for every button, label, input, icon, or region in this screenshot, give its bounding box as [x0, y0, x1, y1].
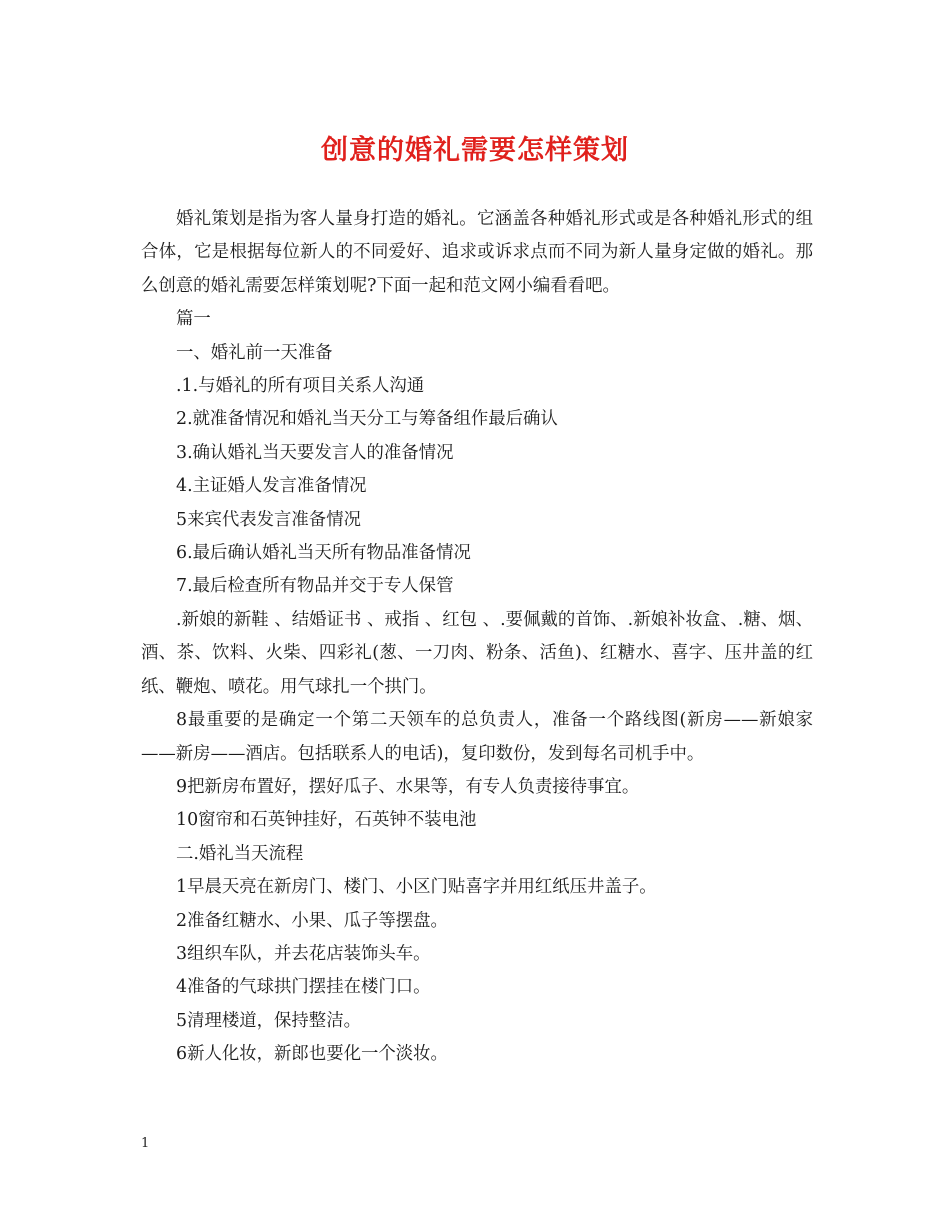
- paragraph-intro: 婚礼策划是指为客人量身打造的婚礼。它涵盖各种婚礼形式或是各种婚礼形式的组合体，它是根据每位新人的不同爱好、追求或诉求点而不同为新人量身定做的婚礼。那么创意的婚礼需要怎样策划呢?下面一起和范文网小编看看吧。: [141, 209, 813, 296]
- paragraph-item: 1早晨天亮在新房门、楼门、小区门贴喜字并用红纸压井盖子。: [176, 877, 657, 898]
- paragraph-item: 3.确认婚礼当天要发言人的准备情况: [176, 442, 454, 463]
- page-number: 1: [141, 1136, 150, 1151]
- paragraph-item: 6新人化妆，新郎也要化一个淡妆。: [176, 1044, 448, 1065]
- paragraph-item: 6.最后确认婚礼当天所有物品准备情况: [176, 543, 471, 564]
- paragraph-item: 4准备的气球拱门摆挂在楼门口。: [176, 977, 431, 998]
- paragraph-item-list: .新娘的新鞋 、结婚证书 、戒指 、红包 、.要佩戴的首饰、.新娘补妆盒、.糖、烟、酒、茶、饮料、火柴、四彩礼(葱、一刀肉、粉条、活鱼)、红糖水、喜字、压井盖的红纸、鞭炮、喷花。用气球扎一个拱门。: [141, 609, 813, 697]
- paragraph-heading-2: 二.婚礼当天流程: [176, 843, 304, 864]
- document-title: 创意的婚礼需要怎样策划: [321, 135, 629, 166]
- paragraph-section-label: 篇一: [176, 309, 211, 330]
- paragraph-item: 4.主证婚人发言准备情况: [176, 476, 367, 497]
- document-body: [141, 203, 813, 1072]
- paragraph-item: 3组织车队，并去花店装饰头车。: [176, 943, 431, 964]
- paragraph-item: 2准备红糖水、小果、瓜子等摆盘。: [176, 910, 448, 931]
- paragraph-heading-1: 一、婚礼前一天准备: [176, 342, 333, 363]
- paragraph-item: 7.最后检查所有物品并交于专人保管: [176, 576, 454, 597]
- paragraph-item: 9把新房布置好，摆好瓜子、水果等，有专人负责接待事宜。: [176, 776, 640, 797]
- paragraph-item: 5清理楼道，保持整洁。: [176, 1010, 361, 1031]
- paragraph-item: 10窗帘和石英钟挂好，石英钟不装电池: [176, 810, 477, 831]
- paragraph-item: 8最重要的是确定一个第二天领车的总负责人，准备一个路线图(新房——新娘家——新房——酒店。包括联系人的电话)，复印数份，发到每名司机手中。: [141, 710, 813, 764]
- paragraph-item: 5来宾代表发言准备情况: [176, 509, 361, 530]
- paragraph-item: .1.与婚礼的所有项目关系人沟通: [176, 376, 425, 397]
- paragraph-item: 2.就准备情况和婚礼当天分工与筹备组作最后确认: [176, 409, 558, 430]
